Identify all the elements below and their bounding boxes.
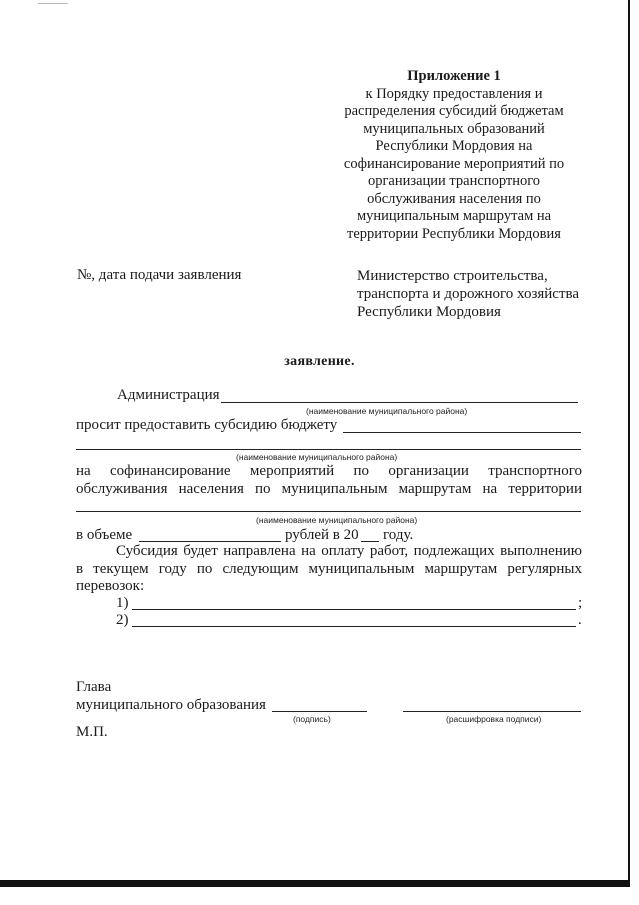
administration-field[interactable] [221,402,578,403]
appendix-line: к Порядку предоставления и [365,85,543,102]
route-1-number: 1) [116,595,129,611]
appendix-line: обслуживания населения по [367,190,541,207]
appendix-line: организации транспортного [367,173,541,189]
appendix-line: муниципальных образований [363,120,545,137]
subsidy-line-2: в текущем году по следующим муниципальным маршрутам регулярных [76,561,582,577]
district-caption-1: (наименование муниципального района) [306,406,468,416]
addressee-line: транспорта и дорожного хозяйства [357,286,580,302]
route-1-field[interactable] [132,609,576,610]
amount-middle: рублей в 20 [285,527,359,543]
appendix-line: территории Республики Мордовия [347,225,561,242]
appendix-line: Республики Мордовия на [375,138,533,154]
year-field[interactable] [361,541,379,542]
administration-label: Администрация [117,387,220,403]
number-date-label: №, дата подачи заявления [77,267,242,283]
appendix-title: Приложение 1 [407,68,501,84]
amount-suffix: году. [383,527,414,543]
route-2-number: 2) [116,612,129,628]
route-2-field[interactable] [132,626,576,627]
addressee-line: Министерство строительства, [357,268,548,284]
territory-field[interactable] [76,511,581,512]
amount-field[interactable] [139,541,281,542]
page-edge-bottom [0,880,630,887]
addressee-line: Республики Мордовия [357,304,501,320]
budget-field-continued[interactable] [76,449,581,450]
subsidy-line-3: перевозок: [76,578,145,594]
route-1-end: ; [578,595,583,611]
scan-artifact [38,3,68,4]
municipal-label: муниципального образования [76,697,266,713]
budget-field[interactable] [343,432,581,433]
district-caption-2: (наименование муниципального района) [236,452,398,462]
signature-caption: (подпись) [293,714,331,724]
appendix-line: софинансирование мероприятий по [343,155,565,172]
appendix-line: муниципальным маршрутам на [356,208,552,224]
page-edge-right [628,0,630,885]
route-2-end: . [578,612,582,628]
signature-field[interactable] [272,711,367,712]
purpose-line-2: обслуживания населения по муниципальным маршрутам на территории [76,481,582,497]
document-title: заявление. [284,354,355,369]
addressee-block [357,267,579,321]
amount-prefix: в объеме [76,527,133,543]
signature-decoding-field[interactable] [403,711,581,712]
appendix-block [330,68,578,243]
district-caption-3: (наименование муниципального района) [256,515,418,525]
appendix-line: распределения субсидий бюджетам [344,103,564,119]
head-label: Глава [76,679,112,695]
request-text: просит предоставить субсидию бюджету [76,417,338,433]
stamp-label: М.П. [76,724,108,740]
purpose-line-1: на софинансирование мероприятий по организации транспортного [76,463,582,479]
subsidy-line-1: Субсидия будет направлена на оплату работ, подлежащих выполнению [116,543,582,559]
decoding-caption: (расшифровка подписи) [446,714,542,724]
